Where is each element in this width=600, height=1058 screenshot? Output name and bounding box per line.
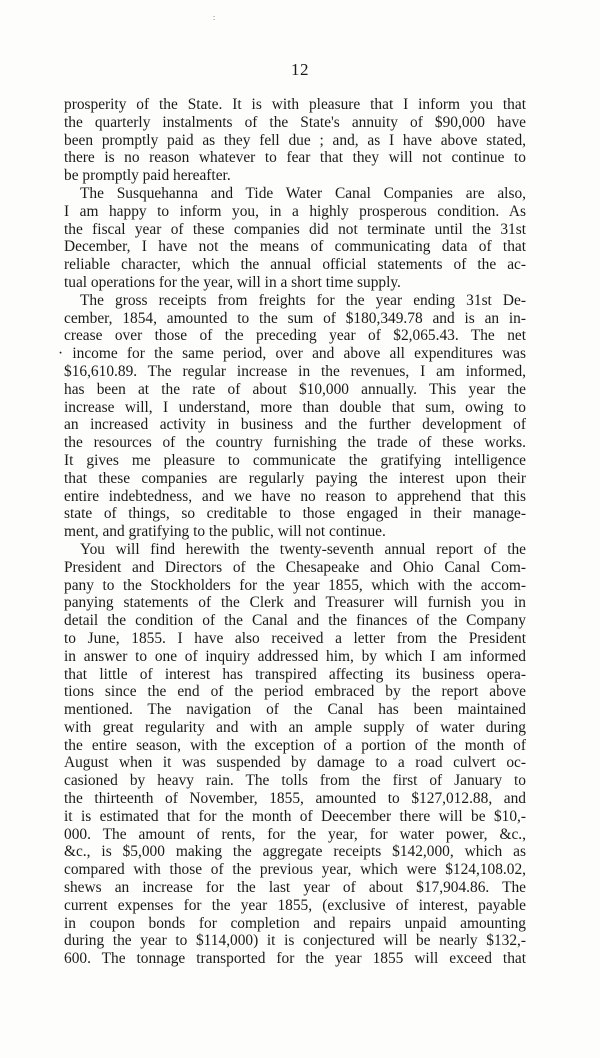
text-line: 600. The tonnage transported for the year 1855 will exceed that — [64, 950, 526, 968]
text-line: pany to the Stockholders for the year 1855, which with the accom- — [64, 576, 526, 594]
text-line: it is estimated that for the month of Deecember there will be $10,- — [64, 807, 526, 825]
text-line: that these companies are regularly paying the interest upon their — [64, 469, 526, 487]
text-line: cember, 1854, amounted to the sum of $180,349.78 and is an in- — [64, 309, 526, 327]
text-line: shews an increase for the last year of about $17,904.86. The — [64, 879, 526, 897]
text-line: crease over those of the preceding year of $2,065.43. The net — [64, 327, 526, 345]
text-line: the quarterly instalments of the State's annuity of $90,000 have — [64, 113, 526, 131]
text-line: reliable character, which the annual official statements of the ac- — [64, 256, 526, 274]
text-line: You will find herewith the twenty-seventh annual report of the — [80, 540, 526, 558]
text-line: entire indebtedness, and we have no reason to apprehend that this — [64, 487, 526, 505]
text-line: the thirteenth of November, 1855, amounted to $127,012.88, and — [64, 790, 526, 808]
text-line: The Susquehanna and Tide Water Canal Companies are also, — [80, 184, 526, 202]
text-line: compared with those of the previous year, which were $124,108.02, — [64, 861, 526, 879]
text-line: August when it was suspended by damage to a road culvert oc- — [64, 754, 526, 772]
text-line: state of things, so creditable to those engaged in their manage- — [64, 505, 526, 523]
text-line: &c., is $5,000 making the aggregate receipts $142,000, which as — [64, 843, 526, 861]
text-line: has been at the rate of about $10,000 annually. This year the — [64, 380, 526, 398]
text-line: to June, 1855. I have also received a letter from the President — [64, 629, 526, 647]
text-line: an increased activity in business and the further development of — [64, 416, 526, 434]
text-line: the resources of the country furnishing the trade of these works. — [64, 434, 526, 452]
text-line: in answer to one of inquiry addressed him, by which I am informed — [64, 647, 526, 665]
text-line: $16,610.89. The regular increase in the revenues, I am informed, — [64, 362, 526, 380]
text-line: the fiscal year of these companies did not terminate until the 31st — [64, 220, 526, 238]
text-line: December, I have not the means of communicating data of that — [64, 238, 526, 256]
text-line: the entire season, with the exception of a portion of the month of — [64, 736, 526, 754]
text-line: mentioned. The navigation of the Canal has been maintained — [64, 701, 526, 719]
text-line: It gives me pleasure to communicate the gratifying intelligence — [64, 451, 526, 469]
text-line: increase will, I understand, more than double that sum, owing to — [64, 398, 526, 416]
text-line: tions since the end of the period embraced by the report above — [64, 683, 526, 701]
text-line: The gross receipts from freights for the year ending 31st De- — [80, 291, 526, 309]
text-line: prosperity of the State. It is with pleasure that I inform you that — [64, 96, 526, 113]
page-number: 12 — [291, 60, 309, 79]
text-line: ment, and gratifying to the public, will not continue. — [64, 523, 386, 541]
text-line: · income for the same period, over and above all expenditures was — [58, 345, 526, 363]
text-line: casioned by heavy rain. The tolls from the first of January to — [64, 772, 526, 790]
text-line: that little of interest has transpired affecting its business opera- — [64, 665, 526, 683]
text-line: 000. The amount of rents, for the year, for water power, &c., — [64, 825, 526, 843]
text-line: President and Directors of the Chesapeake and Ohio Canal Com- — [64, 558, 526, 576]
text-line: with great regularity and with an ample supply of water during — [64, 718, 526, 736]
print-speck: ∶ — [213, 14, 216, 23]
text-line: there is no reason whatever to fear that they will not continue to — [64, 149, 526, 167]
text-line: be promptly paid hereafter. — [64, 167, 231, 185]
text-line: I am happy to inform you, in a highly prosperous condition. As — [64, 202, 526, 220]
text-line: been promptly paid as they fell due ; and, as I have above stated, — [64, 131, 526, 149]
text-line: detail the condition of the Canal and the finances of the Company — [64, 612, 526, 630]
text-line: in coupon bonds for completion and repairs unpaid amounting — [64, 914, 526, 932]
text-line: panying statements of the Clerk and Treasurer will furnish you in — [64, 594, 526, 612]
body-text — [58, 96, 526, 968]
text-line: current expenses for the year 1855, (exclusive of interest, payable — [64, 896, 526, 914]
text-line: tual operations for the year, will in a short time supply. — [64, 273, 401, 291]
text-line: during the year to $114,000) it is conjectured will be nearly $132,- — [64, 932, 526, 950]
